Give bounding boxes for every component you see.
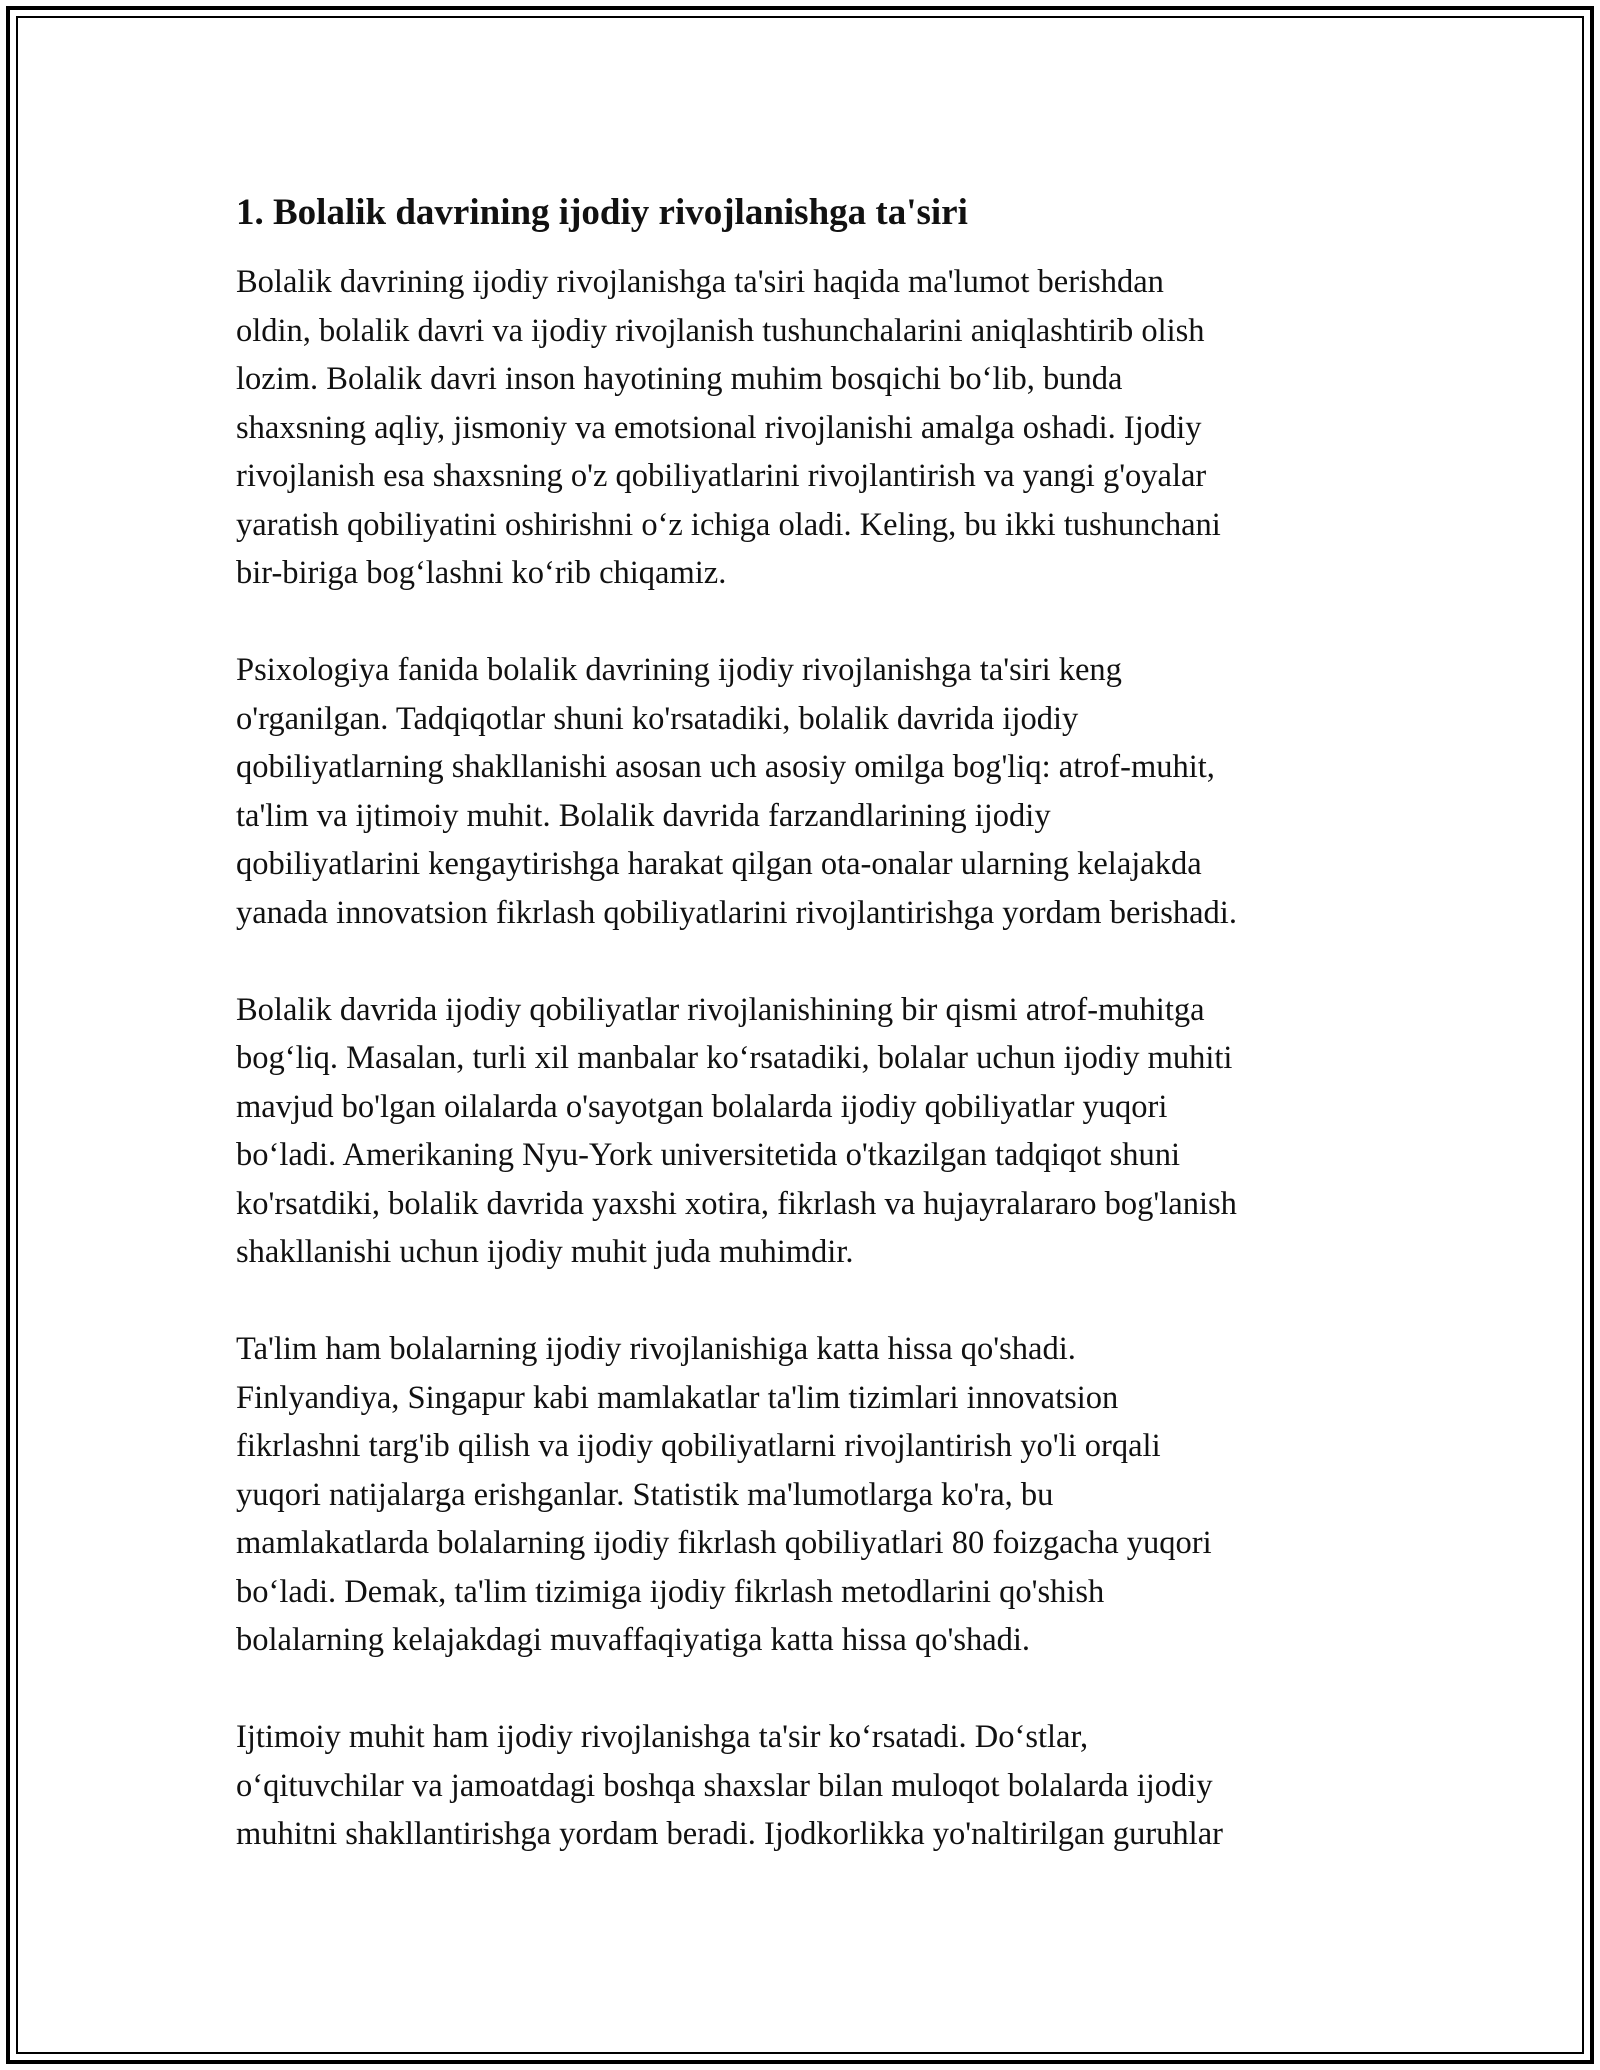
paragraph-line: bogʻliq. Masalan, turli xil manbalar koʻrsatadiki, bolalar uchun ijodiy muhiti: [236, 1040, 1233, 1076]
paragraph-line: Ta'lim ham bolalarning ijodiy rivojlanishiga katta hissa qo'shadi.: [236, 1331, 1076, 1367]
paragraph-line: qobiliyatlarini kengaytirishga harakat qilgan ota-onalar ularning kelajakda: [236, 846, 1202, 882]
paragraph-line: muhitni shakllantirishga yordam beradi. Ijodkorlikka yo'naltirilgan guruhlar: [236, 1816, 1223, 1852]
paragraph-2: [236, 646, 1376, 937]
paragraph-line: boʻladi. Demak, ta'lim tizimiga ijodiy fikrlash metodlarini qo'shish: [236, 1573, 1105, 1610]
paragraph-5: [236, 1713, 1376, 1859]
paragraph-line: o'rganilgan. Tadqiqotlar shuni ko'rsatadiki, bolalik davrida ijodiy: [236, 700, 1079, 737]
paragraph-line: mamlakatlarda bolalarning ijodiy fikrlash qobiliyatlari 80 foizgacha yuqori: [236, 1525, 1212, 1561]
paragraph-line: bir-biriga bogʻlashni koʻrib chiqamiz.: [236, 555, 727, 591]
paragraph-line: oʻqituvchilar va jamoatdagi boshqa shaxslar bilan muloqot bolalarda ijodiy: [236, 1767, 1213, 1804]
paragraph-4: [236, 1325, 1376, 1665]
paragraph-3: [236, 986, 1376, 1277]
paragraph-line: Bolalik davrining ijodiy rivojlanishga ta'siri haqida ma'lumot berishdan: [236, 264, 1164, 300]
paragraph-line: Bolalik davrida ijodiy qobiliyatlar rivojlanishining bir qismi atrof-muhitga: [236, 991, 1205, 1028]
paragraph-line: yaratish qobiliyatini oshirishni oʻz ichiga oladi. Keling, bu ikki tushunchani: [236, 506, 1221, 543]
document-body: [236, 186, 1376, 1859]
paragraph-line: yuqori natijalarga erishganlar. Statistik ma'lumotlarga ko'ra, bu: [236, 1476, 1054, 1513]
paragraph-line: Psixologiya fanida bolalik davrining ijodiy rivojlanishga ta'siri keng: [236, 652, 1122, 688]
paragraph-line: qobiliyatlarning shakllanishi asosan uch asosiy omilga bog'liq: atrof-muhit,: [236, 749, 1215, 785]
paragraph-line: rivojlanish esa shaxsning o'z qobiliyatlarini rivojlantirish va yangi g'oyalar: [236, 458, 1207, 494]
section-heading: 1. Bolalik davrining ijodiy rivojlanishga ta'siri: [236, 192, 968, 233]
paragraph-line: fikrlashni targ'ib qilish va ijodiy qobiliyatlarni rivojlantirish yo'li orqali: [236, 1428, 1161, 1464]
paragraph-line: ta'lim va ijtimoiy muhit. Bolalik davrida farzandlarining ijodiy: [236, 797, 1051, 834]
paragraph-line: mavjud bo'lgan oilalarda o'sayotgan bolalarda ijodiy qobiliyatlar yuqori: [236, 1088, 1168, 1125]
paragraph-line: Ijtimoiy muhit ham ijodiy rivojlanishga ta'sir koʻrsatadi. Doʻstlar,: [236, 1719, 1089, 1755]
paragraph-line: yanada innovatsion fikrlash qobiliyatlarini rivojlantirishga yordam berishadi.: [236, 894, 1237, 931]
paragraph-1: [236, 258, 1376, 598]
paragraph-line: shaxsning aqliy, jismoniy va emotsional rivojlanishi amalga oshadi. Ijodiy: [236, 409, 1202, 446]
paragraph-line: ko'rsatdiki, bolalik davrida yaxshi xotira, fikrlash va hujayralararo bog'lanish: [236, 1185, 1237, 1222]
paragraph-line: oldin, bolalik davri va ijodiy rivojlanish tushunchalarini aniqlashtirib olish: [236, 312, 1205, 349]
paragraph-line: lozim. Bolalik davri inson hayotining muhim bosqichi boʻlib, bunda: [236, 361, 1123, 397]
paragraph-line: boʻladi. Amerikaning Nyu-York universitetida o'tkazilgan tadqiqot shuni: [236, 1137, 1181, 1173]
paragraph-line: bolalarning kelajakdagi muvaffaqiyatiga katta hissa qo'shadi.: [236, 1622, 1031, 1658]
paragraph-line: Finlyandiya, Singapur kabi mamlakatlar ta'lim tizimlari innovatsion: [236, 1379, 1119, 1416]
paragraph-line: shakllanishi uchun ijodiy muhit juda muhimdir.: [236, 1234, 854, 1270]
